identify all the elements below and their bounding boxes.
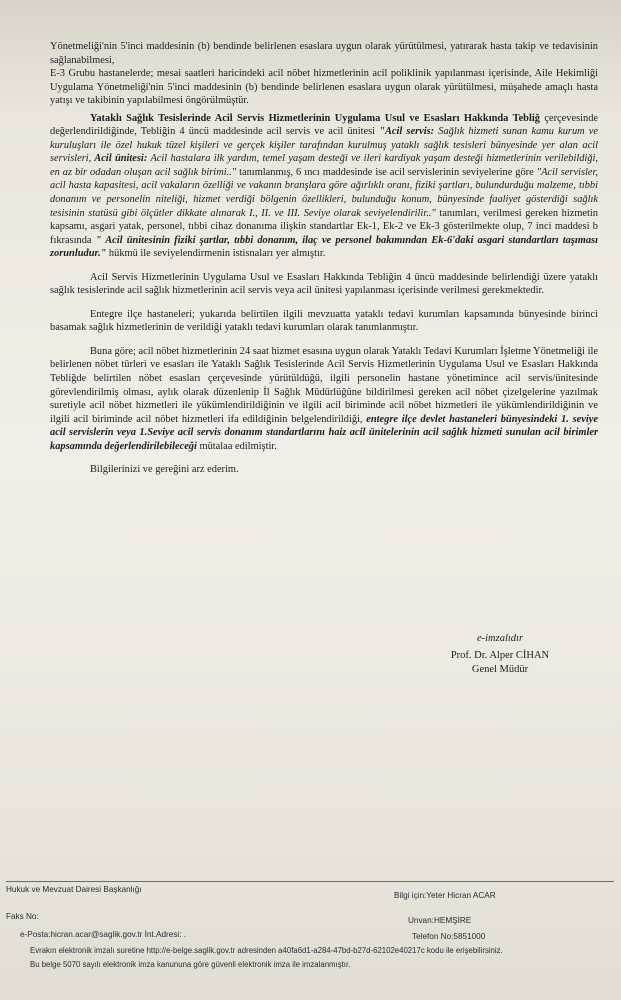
contact-person: Bilgi için:Yeter Hicran ACAR [394, 891, 496, 900]
e-signature-law-notice: Bu belge 5070 sayılı elektronik imza kanununa göre güvenli elektronik imza ile imzalanmıştır. [30, 960, 351, 969]
signatory-title: Genel Müdür [471, 664, 529, 675]
email-address: e-Posta:hicran.acar@saglik.gov.tr İnt.Adresi: . [20, 930, 187, 939]
contact-position: Unvan:HEMŞİRE [408, 916, 472, 925]
quoted-provision: " Acil ünitesinin fiziki şartlar, tıbbi donanım, ilaç ve personel bakımından Ek-6'daki asgari standartları taşıması zorunludur." [50, 234, 598, 260]
department-name: Hukuk ve Mevzuat Dairesi Başkanlığı [6, 885, 142, 894]
signatory-name: Prof. Dr. Alper CİHAN [450, 650, 550, 661]
regulation-title: Yataklı Sağlık Tesislerinde Acil Servis Hizmetlerinin Uygulama Usul ve Esasları Hakkında Tebliğ [90, 112, 540, 124]
letter-body [50, 40, 598, 477]
acil-unitesi-term: Acil ünitesi: [91, 153, 148, 165]
e-signature-note: e-imzalıdır [476, 633, 524, 644]
signature-block [420, 632, 580, 677]
paragraph-5: Entegre ilçe hastaneleri; yukarıda belirtilen ilgili mevzuatta yataklı tedavi kurumları kapsamında bünyesinde birinci basamak sağlık hizmetlerinin de verildiği yataklı tedavi kurumları olarak tanımlanmıştır. [50, 308, 598, 334]
paragraph-2: E-3 Grubu hastanelerde; mesai saatleri haricindeki acil nöbet hizmetlerinin acil poliklinik yapılanması içerisinde, Aile Hekimliği Uygulama Yönetmeliği'nin 5'inci maddesinin (b) bendinde belirlenen esaslara uygun olarak yürütülmesi, müşahede amaçlı hasta yatışı ve takibinin yapılabilmesi öngörülmüştür. [50, 68, 598, 107]
acil-servis-term: "Acil servis: [379, 126, 435, 138]
phone-number: Telefon No:5851000 [412, 932, 486, 941]
fax-number: Faks No: [6, 912, 39, 921]
closing-line: Bilgilerinizi ve gereğini arz ederim. [90, 464, 239, 476]
document-footer [0, 872, 621, 1000]
paragraph-4: Acil Servis Hizmetlerinin Uygulama Usul ve Esasları Hakkında Tebliğin 4 üncü maddesinde belirlendiği üzere yataklı sağlık tesislerinde acil sağlık hizmetlerinin acil servis veya acil ünitesi yapılanması içerisinde verilmesi gerekmektedir. [50, 271, 598, 297]
paragraph-1: Yönetmeliği'nin 5'inci maddesinin (b) bendinde belirlenen esaslara uygun olarak yürütülmesi, yatırarak hasta takip ve tedavisinin sağlanabilmesi, [50, 41, 598, 66]
conclusion-emphasis: entegre ilçe devlet hastaneleri bünyesindeki 1. seviye acil servislerin veya 1.Seviye acil servis donanım standartlarını haiz acil ünitelerinin acil sağlık hizmeti sunulan acil birimler kapsamında değerlendirilebileceği [50, 413, 598, 452]
footer-divider [6, 881, 614, 882]
paragraph-3: Yataklı Sağlık Tesislerinde Acil Servis Hizmetlerinin Uygulama Usul ve Esasları Hakkında Tebliğ çerçevesinde değerlendirildiğinde, Tebliğin 4 üncü maddesinde acil servis ve acil ünitesi "Acil servis: Sağlık hizmeti sunan kamu kurum ve kuruluşları ile özel hukuk tüzel kişileri ve gerçek kişiler tarafından kurulmuş yataklı sağlık tesisleri bünyesinde yer alan acil servisleri, Acil ünitesi: Acil hastalara ilk yardım, temel yaşam desteği ve ileri kardiyak yaşam desteği hizmetlerinin verilebildiği, en az bir odadan oluşan acil sağlık birimi.." tanımlanmış, 6 ıncı maddesinde ise acil servislerinin seviyelerine göre "Acil servisler, acil hasta kapasitesi, acil vakaların özelliği ve vakanın branşlara göre ağırlıklı oranı, fiziki şartları, bulundurduğu malzeme, tıbbi donanım ve personelin niteliği, hizmet verdiği bölgenin özellikleri, bulunduğu konum, bünyesinde faaliyet gösterdiği sağlık tesisinin statüsü gibi ölçütler dikkate alınarak I., II. ve III. Seviye olarak seviyelendirilir.." tanımları, verilmesi gereken hizmetin kapsamı, asgari yatak, personel, tıbbi cihaz donanıma ilişkin standartlar Ek-1, Ek-2 ve Ek-3 gösterilmekte olup, 7 inci maddesi b fıkrasında " Acil ünitesinin fiziki şartlar, tıbbi donanım, ilaç ve personel bakımından Ek-6'daki asgari standartları taşıması zorunludur." hükmü ile seviyelendirmenin istisnaları yer almıştır. [50, 112, 599, 260]
verification-notice: Evrakın elektronik imzalı suretine http://e-belge.saglik.gov.tr adresinden a40fa6d1-a284-47bd-b27d-62102e40217c kodu ile erişebilirsiniz. [30, 946, 503, 955]
paragraph-6: Buna göre; acil nöbet hizmetlerinin 24 saat hizmet esasına uygun olarak Yataklı Tedavi Kurumları İşletme Yönetmeliği ile belirlenen nöbet türleri ve esasları ile Yataklı Sağlık Tesislerinde Acil Servis Hizmetlerinin Uygulama Usul ve Esasları Hakkında Tebliğde belirtilen nöbet esasları çerçevesinde yürütüldüğü, ilgili personelin hastane yönetimince acil servis/ünitesinde görevlendirilmiş olması, aylık olarak düzenlenip İl Sağlık Müdürlüğüne bildirilmesi gereken acil nöbet çizelgelerine yazılmak suretiyle acil nöbet hizmetleri ile yükümlendirildiğinin ve ilgili acil biriminde acil nöbet hizmetleri ile yükümlendirildiğinin ve ilgili acil biriminde acil nöbet hizmetleri ifa edildiğinin belgelendirildiği, entegre ilçe devlet hastaneleri bünyesindeki 1. seviye acil servislerin veya 1.Seviye acil servis donanım standartlarını haiz acil ünitelerinin acil sağlık hizmeti sunulan acil birimler kapsamında değerlendirilebileceği mütalaa edilmiştir. [50, 345, 598, 452]
